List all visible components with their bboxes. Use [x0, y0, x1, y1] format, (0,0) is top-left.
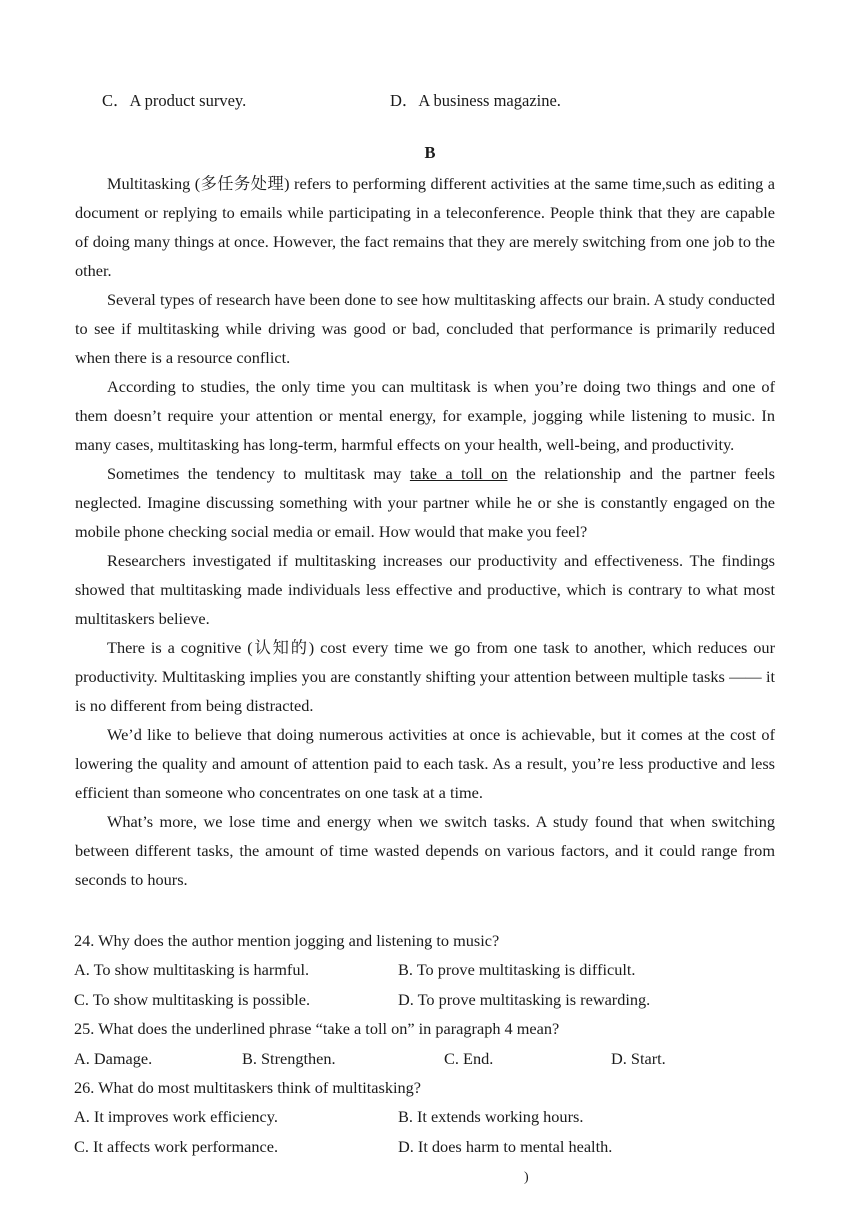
paragraph-4-text-after: the relationship and the partner feels neglected. Imagine discussing something with your partner while he or she is constantly engaged on the mobile phone checking social media or email. How would that make you feel?: [75, 464, 775, 541]
paragraph-3: According to studies, the only time you can multitask is when you’re doing two things and one of them doesn’t require your attention or mental energy, for example, jogging while listening to music. In many cases, multitasking has long-term, harmful effects on your health, well-being, and productivity.: [75, 377, 775, 454]
question-26: [74, 1073, 794, 1161]
question-24: [74, 926, 794, 1014]
option-a: A. It improves work efficiency.: [74, 1107, 278, 1127]
paragraph-8: What’s more, we lose time and energy when we switch tasks. A study found that when switching between different tasks, the amount of time wasted depends on various factors, and it could range from seconds to hours.: [75, 812, 775, 889]
question-stem: 25. What does the underlined phrase “take a toll on” in paragraph 4 mean?: [74, 1019, 560, 1039]
page-mark: ): [524, 1170, 529, 1185]
option-d: D. Start.: [611, 1048, 666, 1068]
paragraph-4-text-before: Sometimes the tendency to multitask may: [107, 464, 410, 483]
underlined-phrase: take a toll on: [409, 464, 508, 483]
reading-passage: [75, 169, 775, 894]
option-b: B. It extends working hours.: [398, 1107, 584, 1127]
option-c: C. End.: [444, 1048, 494, 1068]
option-b: B. Strengthen.: [242, 1048, 336, 1068]
paragraph-2: Several types of research have been done to see how multitasking affects our brain. A study conducted to see if multitasking while driving was good or bad, concluded that performance is primarily reduced when there is a resource conflict.: [75, 290, 775, 367]
paragraph-1: Multitasking (多任务处理) refers to performing different activities at the same time,such as editing a document or replying to emails while participating in a teleconference. People think that they are capable of doing many things at once. However, the fact remains that they are merely switching from one job to the other.: [75, 174, 775, 280]
questions-list: [74, 926, 794, 1161]
paragraph-4: [75, 459, 775, 546]
previous-question-options: [102, 87, 802, 113]
option-c: C. To show multitasking is possible.: [74, 989, 311, 1009]
option-a: A. To show multitasking is harmful.: [74, 960, 310, 980]
paragraph-5: Researchers investigated if multitasking increases our productivity and effectiveness. The findings showed that multitasking made individuals less effective and productive, which is contrary to what most multitaskers believe.: [75, 551, 775, 628]
paragraph-7: We’d like to believe that doing numerous activities at once is achievable, but it comes at the cost of lowering the quality and amount of attention paid to each task. As a result, you’re less productive and less efficient than someone who concentrates on one task at a time.: [75, 725, 775, 802]
option-c: C. It affects work performance.: [74, 1136, 279, 1156]
section-title: B: [424, 143, 436, 162]
option-c: C．A product survey.: [102, 91, 247, 110]
option-a: A. Damage.: [74, 1048, 153, 1068]
question-stem: 26. What do most multitaskers think of multitasking?: [74, 1077, 422, 1097]
option-d: D. It does harm to mental health.: [398, 1136, 613, 1156]
option-d: D. To prove multitasking is rewarding.: [398, 989, 651, 1009]
paragraph-6: There is a cognitive (认知的) cost every time we go from one task to another, which reduces our productivity. Multitasking implies you are constantly shifting your attention between multiple tasks —— it is no different from being distracted.: [75, 638, 775, 715]
question-stem: 24. Why does the author mention jogging and listening to music?: [74, 931, 500, 950]
option-b: B. To prove multitasking is difficult.: [398, 960, 636, 980]
option-d: D．A business magazine.: [390, 91, 561, 110]
question-25: [74, 1014, 794, 1073]
